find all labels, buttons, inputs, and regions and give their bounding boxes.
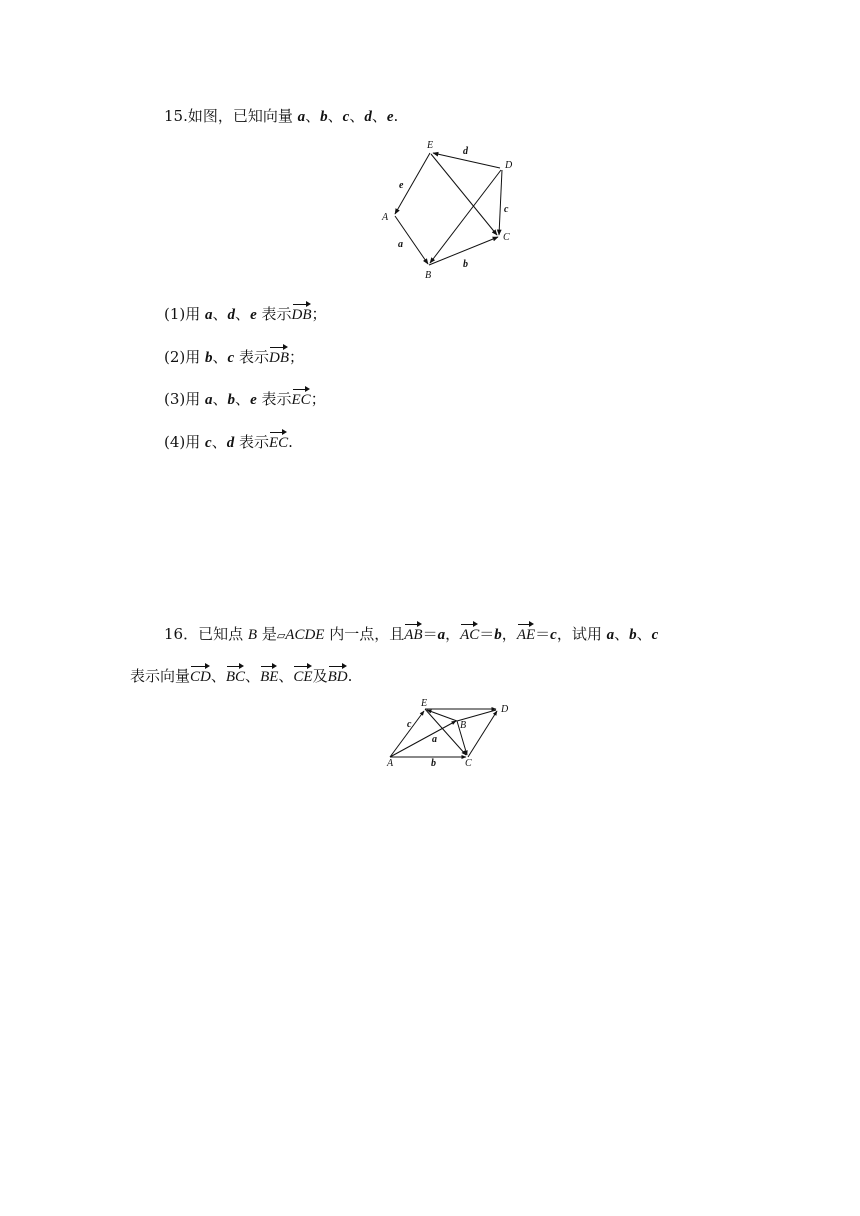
separator: 、 (212, 305, 228, 323)
comma: ， (445, 625, 461, 643)
vector-b: b (205, 350, 213, 366)
part-text: 表示 (234, 348, 269, 366)
text: 是 (257, 625, 277, 643)
part-number: (4)用 (164, 433, 206, 451)
point-C: C (465, 758, 472, 769)
edge-ab (390, 721, 456, 757)
part-end: . (288, 433, 293, 451)
label-e: e (399, 180, 404, 191)
parallelogram-name: ACDE (285, 627, 325, 643)
vector-c: c (651, 627, 659, 643)
vector-EC: EC (269, 429, 288, 453)
parallelogram-symbol: ▱ (276, 629, 286, 642)
part-text: 表示 (256, 390, 292, 408)
vector-b: b (320, 109, 328, 125)
point-A: A (387, 758, 394, 769)
vector-a: a (606, 627, 615, 643)
vector-a: a (205, 392, 213, 408)
problem16-figure (380, 695, 520, 775)
problem-number: 16． (164, 625, 199, 643)
vector-AC: AC (460, 621, 479, 645)
problem15-part1 (164, 301, 327, 325)
separator: 、 (235, 390, 251, 408)
separator: 、 (212, 390, 228, 408)
separator: 、 (212, 348, 228, 366)
label-a: a (398, 239, 403, 250)
vector-DB: DB (292, 301, 312, 325)
vector-b: b (494, 627, 502, 643)
vector-c: c (342, 109, 350, 125)
label-d: d (463, 146, 468, 157)
point-D: D (501, 704, 509, 715)
label-c: c (504, 204, 509, 215)
text: 内一点，且 (324, 625, 405, 643)
point-A: A (382, 212, 389, 223)
vector-c: c (227, 350, 235, 366)
separator: 、 (211, 433, 227, 451)
separator: 、 (210, 667, 226, 685)
problem16-line2 (130, 663, 352, 687)
problem15-part3 (164, 386, 326, 410)
vector-BE: BE (260, 663, 278, 687)
and: 及 (312, 667, 328, 685)
separator: 、 (235, 305, 251, 323)
vector-a: a (205, 307, 213, 323)
text: 表示向量 (130, 667, 191, 685)
label-b: b (463, 259, 468, 270)
problem15-part2 (164, 344, 304, 368)
edge-ae (390, 711, 424, 757)
part-text: 表示 (256, 305, 292, 323)
vector-c: c (550, 627, 557, 643)
vector-d: d (227, 307, 236, 323)
vector-AB: AB (404, 621, 422, 645)
period: . (347, 667, 353, 685)
part-text: 表示 (234, 433, 269, 451)
part-end: ； (310, 390, 326, 408)
point-B: B (460, 720, 467, 731)
edge-be (427, 710, 457, 721)
separator: 、 (245, 667, 261, 685)
separator: 、 (327, 107, 343, 125)
separator: 、 (636, 625, 652, 643)
edge-c (499, 170, 502, 235)
vector-CD: CD (190, 663, 211, 687)
separator: 、 (614, 625, 630, 643)
vector-e: e (386, 109, 394, 125)
point-E: E (421, 698, 428, 709)
point-E: E (427, 140, 434, 151)
point-D: D (505, 160, 513, 171)
edge-cd (468, 711, 497, 757)
vector-a: a (297, 109, 306, 125)
equals: ＝ (422, 625, 438, 643)
vector-BC: BC (226, 663, 245, 687)
separator: 、 (371, 107, 387, 125)
problem15-statement (164, 106, 398, 127)
comma: ， (501, 625, 517, 643)
problem15-figure (370, 134, 520, 284)
part-end: ； (311, 305, 327, 323)
problem15-part4 (164, 429, 293, 453)
part-number: (1)用 (164, 305, 206, 323)
vector-CE: CE (293, 663, 312, 687)
problem16-line1 (164, 621, 658, 646)
part-number: (2)用 (164, 348, 206, 366)
vector-AE: AE (517, 621, 535, 645)
vector-c: c (205, 435, 212, 451)
period: . (393, 107, 399, 125)
edge-db (430, 170, 501, 263)
label-c: c (407, 719, 412, 730)
text: ，试用 (556, 625, 607, 643)
part-end: ； (289, 348, 305, 366)
vector-DB: DB (269, 344, 289, 368)
label-a: a (432, 734, 437, 745)
vector-b: b (227, 392, 236, 408)
vector-BD: BD (328, 663, 348, 687)
vector-EC: EC (292, 386, 311, 410)
part-number: (3)用 (164, 390, 206, 408)
vector-e: e (250, 307, 257, 323)
vector-b: b (629, 627, 637, 643)
separator: 、 (278, 667, 294, 685)
vector-a: a (437, 627, 446, 643)
vector-d: d (226, 435, 235, 451)
label-b: b (431, 758, 436, 769)
separator: 、 (305, 107, 321, 125)
point-B: B (425, 270, 432, 281)
equals: ＝ (479, 625, 495, 643)
vector-e: e (250, 392, 257, 408)
text: 已知点 (198, 625, 248, 643)
edge-ec (431, 154, 497, 235)
separator: 、 (349, 107, 365, 125)
equals: ＝ (535, 625, 551, 643)
vector-d: d (364, 109, 372, 125)
problem15-intro: 15.如图，已知向量 (164, 107, 293, 125)
point-C: C (503, 232, 510, 243)
point-B: B (247, 627, 258, 643)
